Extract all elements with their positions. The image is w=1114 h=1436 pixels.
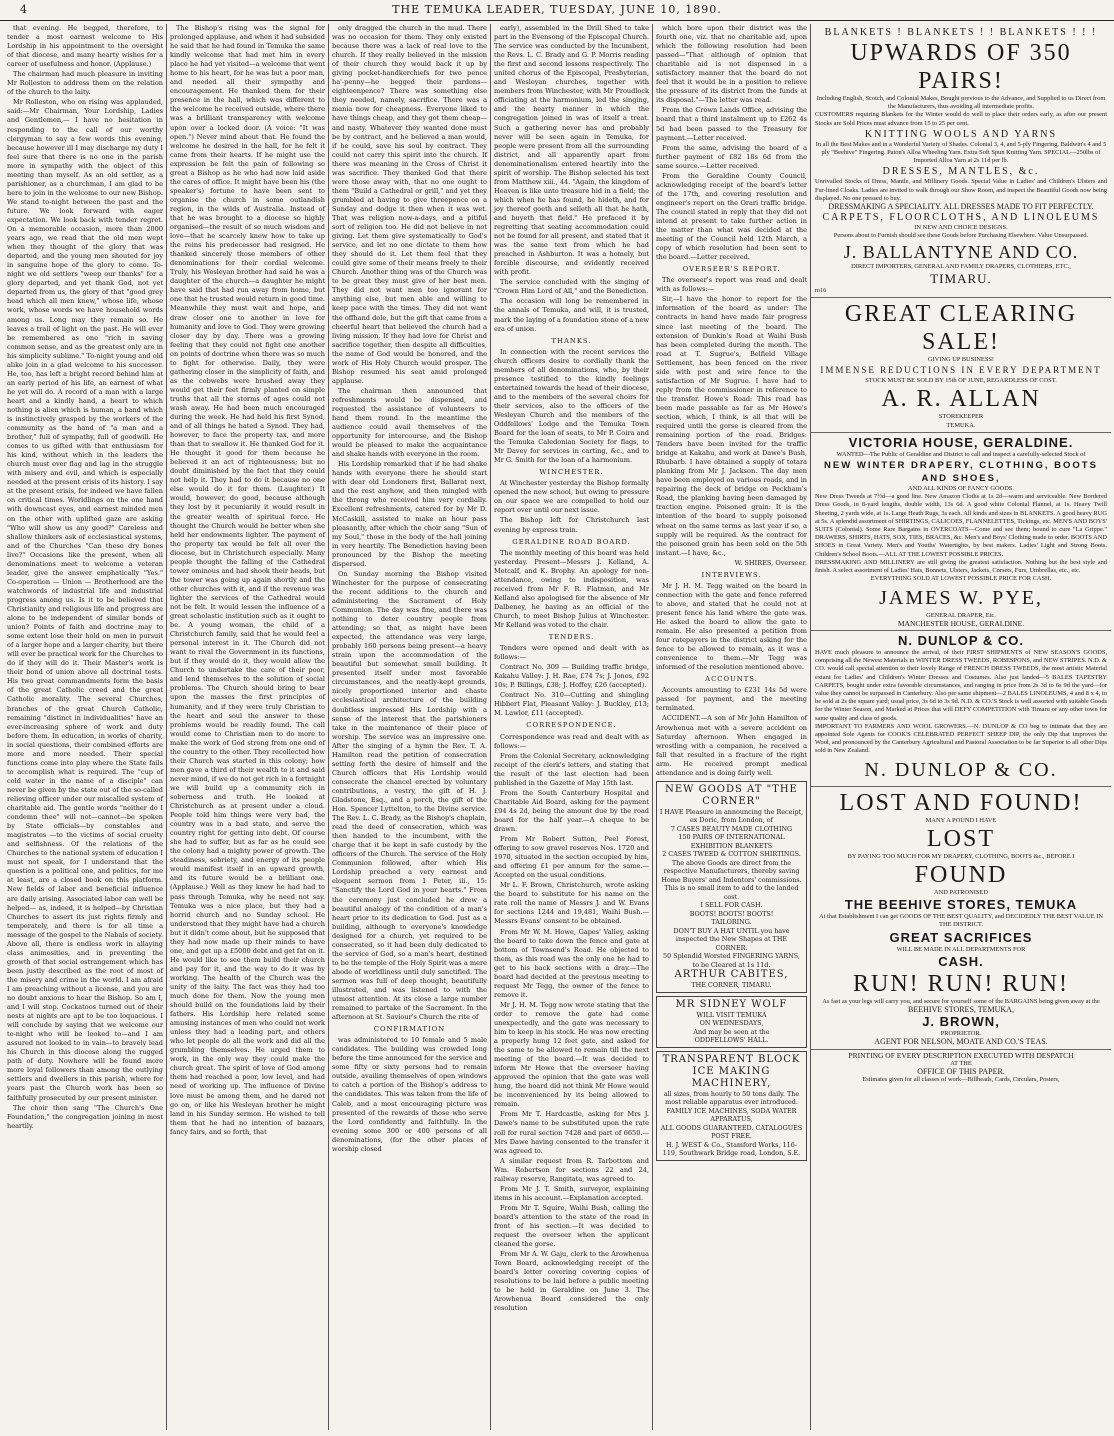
- article-paragraph: The service concluded with the singing of "Crown Him Lord of All," and the Benediction.: [494, 278, 649, 296]
- ad-line: 7 CASES BEAUTY MADE CLOTHING: [670, 824, 793, 833]
- ad-text: EVERYTHING SOLD AT LOWEST POSSIBLE PRICE FOR CASH.: [870, 575, 1052, 583]
- ad-text: OFFICE OF THIS PAPER.: [917, 1066, 1005, 1076]
- ad-text: BY PAYING TOO MUCH FOR MY DRAPERY, CLOTHING, BOOTS &c., BEFORE I: [847, 852, 1075, 860]
- ad-text: AT THE: [950, 1059, 972, 1067]
- ad-line: I HAVE Pleasure in announcing the Receipt, ex Doric, from London, of: [659, 807, 804, 825]
- ad-headline: LOST: [927, 825, 995, 852]
- column-3: [328, 24, 490, 1430]
- ad-firm-name: JAMES W. PYE,: [879, 586, 1043, 609]
- article-paragraph: From Mr A. W. Gaju, clerk to the Arowhenua Town Board, acknowledging receipt of the board's letter covering covering copies of resolutions to be laid before a public meeting to be held in Geraldine on June 3. The Arowhenua Board considered the only resolution: [494, 1250, 649, 1313]
- column-5: [652, 24, 810, 1430]
- ad-text: STOCK MUST BE SOLD BY 15th OF JUNE, REGARDLESS OF COST.: [865, 377, 1057, 385]
- article-paragraph: His Lordship remarked that if he had shake hands with everyone there he should start with dear old Londoners first, Ballarat next, and the rest anyhow, and then mingled with the throng who received him very cordially. Excellent refreshments, catered for by Mr D. McCaskill, assisted to make an hour pass pleasantly, after which the choir sang "Sun of my Soul," those in the body of the hall joining in very heartily. The Benediction having been pronounced by the Bishop the meeting dispersed.: [332, 460, 487, 568]
- section-heading: INTERVIEWS.: [701, 570, 762, 579]
- ad-text: IMPORTANT TO FARMERS AND WOOL GROWERS.—N. DUNLOP & CO beg to intimate that they are appointed Sole Agents for COOK'S CELEBRATED PERFECT SHEEP DIP, the only Dip that improves the Wool, and pronounced by the Canterbury Agricultural and Pastoral Association to be far Superior to all other Dips sold in New Zealand.: [815, 722, 1107, 755]
- section-heading: THANKS.: [551, 336, 592, 345]
- article-paragraph: Mr Rolleston, who on rising was applauded, said:—Mr Chairman, Your Lordship, Ladies and Gentlemen,— I have no hesitation in responding to the call of our worthy clergyman to say a few words this evening, because however ill I may discharge my duty I feel sure that there is no one in the parish more in sympathy with the object of this meeting than myself. As an old settler, as a parishioner, as a churchman, I am glad to be here to join in the welcome to our new Bishop. We stand to-night between the past and the future. We look forward with eager expectation. We look back with tender regret. On a memorable occasion, more than 2000 years ago, we read that the old men wept when they thought of the glory that was departed, and the young men shouted for joy in sanguine hope of the glory to come. To-night we old settlers "weep our thanks" for a glory departed, and yet thank God, not yet departed from us, the glory of that "good grey head which all men knew," whose life, whose work, whose words we have household words among us. Long may they remain so. He leaves a trail of light on the past. He will ever be remembered as one "rich in saving common sense, and as the greatest only are in his simplicity sublime." To-night young and old alike join in a glad welcome to his successor. He, too, has left a bright record behind him at an early period of his life, an earnest of what he yet will do. A record of a man with a large heart and a kindly hand, a heart to which nothing is alien which is human, a hand which is instinctively grasped by the workers of the community as the hand of "a man and a brother," full of sympathy, full of goodwill. He comes to us gifted with that enthusiasm for his kind, without which in the leaders the church must ever flag and lag in the struggle with misery and evil, and which is especially needed at the present crisis of its history. I say at the present crisis, for indeed we have fallen on critical times. Worldlings on the one hand with downcast eyes, and earnest minded men on the other with uplifted gaze are asking "Who will show us any good?" Careless and shallow thinkers ask of ecclesiastical systems, and of the Churches "Can these dry bones live?" Occasions like the present, when all denominations meet to welcome a veteran leader, give the answer emphatically "Yes." Co-operation — Union — Brotherhood are the watchwords of industrial life and industrial progress among us. Is it to be believed that Christianity and religious life and progress are alone to be independent of similar bonds of union? Points of faith and doctrine may to some extent lose their hold on men in pursuit of a larger hope and a larger charity, but there will ever be practical work for the Churches to do if they will do it. Their Master's work is their bond of union above all doctrinal tests. His two great commandments form the basis of the great Catholic creed and the great Catholic morality. The several Churches, branches of the great Church Catholic, remaining "distinct in individualities" have an ever-increasing sphere of work and duty before them. In education, in works of charity, in social questions, their combined efforts are more and more needed. Their special functions come into play where the State fails to accomplish what is required. The "cup of cold water in the name of a disciple" can never be given by the state out of the so-called relieving officer under our miscalled system of charitable aid. The gentle words "neither do I condemn thee" will not—cannot—be spoken by State officials—by constables and magistrates —to the victims of social cruelty and selfishness. Of the relations of the Churches to the national system of education I must not speak, for I understand that the question is a political one, and politics, for me at least, are a closed book on this platform. New fields of labor and beneficial influence are daily arising. Associated labor can well be helped— as, indeed, it is helped—by Christian Churches to assert its just rights firmly and temperately, and there is for all time a message of the gospel to the Nabals of society. Above all, there is endless work in allaying class animosities, and in preventing the growth of that social estrangement which has been justly described as the root of most of the misery and crime in the world. I am afraid I am preaching without a license, and you are no doubt anxious to hear the Bishop. So am I, and I will stop. Cockatoos turned out of their nests at nights are apt to be too loquacious. I will conclude by saying that we welcome our to-night who will be looked to—and I am assured not looked to in vain—to bravely lead his Church in this diocese along the rugged path of duty. Nowhere will be found more more loyal followers than among the outlying settlers and dwellers in this parish, where for years past the Church work has been so faithfully prosecuted by our present minister.: [7, 98, 163, 1102]
- article-paragraph: Accounts amounting to £231 14s 5d were passed for payment, and the meeting terminated.: [656, 686, 807, 713]
- ad-text: MANCHESTER HOUSE, GERALDINE.: [897, 618, 1025, 628]
- ad-line: TAILORING.: [711, 918, 752, 927]
- ad-text: New Dress Tweeds at 7½d—a good line. New Amazon Cloths at 1s 2d—warm and serviceable. New Bordered Dress Goods, in 8-yard lengths, double width, 13s 6d. A good white Colonial Flannel, at 1s. Heavy Twill Sheeting, 2 yards wide, at 1s. Large Heath Rugs, 3s each. All kinds and sizes in BLANKETS. A good heavy RUG at 5s. A splendid assortment of SHIRTINGS, CALICOES, FLANNELETTES, Tickings, etc. MEN'S AND BOYS' SUITS (Colonial). Some Rare Bargains in OVERCOATS—Come and see them; bound to cure "La Grippe." DRAWERS, SHIRTS, HATS, SOX, TIES, BRACES, &c. Men's and Boys' Clothing made to order. BOOTS AND SHOES in Great Variety. Men's and Youths' Watertights, by best makers. Ladies' Light and Strong Boots. Children's School Boots.—ALL AT THE LOWEST POSSIBLE PRICES.: [815, 493, 1107, 558]
- article-paragraph: The chairman then announced that refreshments would be dispensed, and requested the assistance of volunteers to hand them round. In the meantime the audience could avail themselves of the opportunity for intercourse, and the Bishop would be pleased to make the acquaintance and shake hands with everyone in the room.: [332, 386, 487, 459]
- corner-ad: [656, 781, 807, 993]
- ad-text: BEEHIVE STORES, TEMUKA,: [908, 1004, 1014, 1014]
- article-paragraph: The overseer's report was read and dealt with as follows:—: [656, 276, 807, 294]
- ad-firm-name: N. DUNLOP & CO.: [864, 758, 1058, 781]
- ad-headline: FOUND: [914, 861, 1008, 888]
- printing-ad: [811, 1050, 1111, 1087]
- article-paragraph: ACCIDENT.—A son of Mr John Hamilton of Arowhenua met with a severe accident on Saturday afternoon. When engaged in wrestling with a companion, he received a fall that resulted in a fracture of the right arm. He received prompt medical attendance and is doing fairly well.: [656, 714, 807, 777]
- ad-headline: LOST AND FOUND!: [839, 789, 1083, 816]
- beehive-ad: [811, 787, 1111, 1050]
- article-paragraph: that evening. He begged, therefore, to tender a most earnest welcome to His Lordship in his appointment to the oversight of that diocese, and many hearty wishes for a career of usefulness and honor. (Applause.): [7, 24, 163, 69]
- section-heading: CORRESPONDENCE.: [526, 721, 617, 730]
- masthead: [0, 0, 1114, 21]
- ad-text: AND ALL KINDS OF FANCY GOODS.: [908, 485, 1014, 493]
- ad-line: ON WEDNESDAYS,: [699, 1019, 764, 1028]
- ad-text: Including English, Scotch, and Colonial Makes, Bought previous to the Advance, and Supplied to us Direct from the Manufacturers, thus avoiding all intermediate profits.: [816, 95, 1106, 111]
- article-paragraph: Mr J. H. M. Tegg now wrote stating that the order to remove the gate had come unexpectedly, and the gate was necessary to him to keep in his stock. He was now erecting a properly hung 12 feet gate, and asked for the same to be allowed to remain till the next meeting of the board.—It was decided to inform Mr Howe that the overseer having approved the opinion that the gate was well hung, the board did not think Mr Howe would be inconvenienced by its being allowed to remain.: [494, 1000, 649, 1109]
- article-paragraph: At Winchester yesterday the Bishop formally opened the new school, but owing to pressure on our space we are compelled to hold our report over until our next issue.: [494, 479, 649, 515]
- ad-text: DRESSMAKING A SPECIALITY. ALL DRESSES MADE TO FIT PERFECTLY.: [828, 202, 1094, 212]
- ad-line: all sizes, from hourly to 50 tons daily. The most reliable apparatus ever introduced.: [663, 1089, 800, 1107]
- article-paragraph: From Mr W. M. Howe, Gapes' Valley, asking the board to take down the fence and gate at bottom of Townsend's Road. He objected to them, as this road was the only one he had to get to his back sections with a dray.—The board had decided at the previous meeting to request Mr Tegg, the owner of the fence to remove it.: [494, 927, 649, 999]
- dunlop-ad: [811, 631, 1111, 787]
- ad-town: TIMARU.: [930, 270, 992, 286]
- article-paragraph: In connection with the recent services the church officers desire to cordially thank the members of all denominations, who, by their presence testified to the kindly feelings entertained towards the head of their diocese, and to the members of the several choirs for their services, also to the officers of the Wesleyan Church and the members of the Oddfellows' Lodge and the Temuka Town Board for the loan of seats, to Mr P. Coira and the Temuka Caledonian Society for flags, to Mr Davey for services in carting, &c., and to Mr G. Smith for the loan of a harmonium.: [494, 347, 649, 465]
- ad-line: 2 CASES TWEED & COTTON SHIRTINGS.: [662, 850, 801, 859]
- article-paragraph: From the Crown Lands Office, advising the board that a third instalment up to £262 4s 5d had been passed to the Treasury for payment.—Letter received.: [656, 106, 807, 142]
- ad-firm-name: A. R. ALLAN: [881, 386, 1041, 413]
- article-paragraph: Sir,—I have the honor to report for the information of the board as under: The contracts in hand have made fair progress since last meeting of the board. The extension of Dunkin's Road at Waihi Bush has been completed during the month. The road at T. Sugrue's, Belfield Village Settlement, has been fenced on the river side with post and wire fence to the satisfaction of Mr Sugrue. I have had to reply from the commissioner in reference to the transfer. Howe's Road: This road has been made passable as far as Mr Howe's section, which, I think, is all that will be required until the gorse is cleared from the remaining portion of the road. Bridges: Tenders have been invited for the traffic bridge at Kakahu, and work at Dawe's Bush, Rhubarb. I have obtained a supply of totara planking from Mr J. Jackson. The day men have been employed on various roads, and in repairing the deck of bridge on Peckham's Road, the planking having been damaged by traction engine. Poisoned grain: It is the intention of the board to supply poisoned wheat on the same terms as last year if so, a supply will be required. As the contract for the poisoned grain has been sold on the 5th instant.—I have, &c.,: [656, 295, 807, 557]
- article-paragraph: which bore upon their district was the fourth one, viz. that no charitable aid, upon which the following resolution had been passed—"That although of opinion that charitable aid is not dispensed in a satisfactory manner that the board do not feel that it would be in a position to relieve the pressure of its district from the funds at its disposal."—The letter was read.: [656, 24, 807, 105]
- article-paragraph: From Mr Robert Sutton, Peel Forest, offering to sow gravel reserves Nos. 1720 and 1970, situated in the section occupied by him, and offering £1 per annum for the same.—Accepted on the usual conditions.: [494, 835, 649, 880]
- ad-text: Persons about to Furnish should see these Goods before Purchasing Elsewhere. Value Unsurpassed.: [833, 232, 1089, 240]
- ad-line: The above Goods are direct from the respective Manufacturers, thereby saving Home Buyers' and Indentors' commissions. This is no small item to add to the landed cost.: [661, 858, 802, 901]
- ad-subheading: NEW WINTER DRAPERY, CLOTHING, BOOTS AND SHOES,: [824, 460, 1098, 485]
- ad-text: GENERAL DRAPER, Etc.: [926, 611, 996, 619]
- section-heading: TENDERS.: [548, 633, 595, 642]
- ad-headline: GREAT CLEARING SALE!: [844, 301, 1078, 356]
- ad-subheading: DRESSES, MANTLES, &c.: [882, 166, 1040, 178]
- article-paragraph: The monthly meeting of this board was held yesterday. Present—Messrs J. Kelland, A. Metcalf, and K. Brophy. An apology for non-attendance, owing to indisposition, was received from Mr F. R. Flatman, and Mr Kelland also apologised for the absence of Mr Dalbeney, he having as an official of the Church, to meet Bishop Julius at Winchester. Mr Kelland was voted to the chair.: [494, 548, 649, 629]
- section-heading: WINCHESTER.: [539, 468, 604, 477]
- ad-text: At that Establishment I can get GOODS OF THE BEST QUALITY, and DECIDEDLY THE BEST VALUE IN THE DISTRICT.: [819, 913, 1103, 929]
- ad-town: TEMUKA.: [946, 421, 976, 429]
- ad-text: STOREKEEPER: [938, 413, 984, 421]
- article-paragraph: From the Geraldine County Council, acknowledging receipt of the board's letter of the 17th, and covering resolution and engineer's report on the Orari traffic bridge. The council stated in reply that they did not intend at present to take further action in the matter than what was decided at the meeting of the Council held 12th March, a copy of which resolution had been sent to the board.—Letter received.: [656, 171, 807, 262]
- ad-text: HAVE much pleasure to announce the arrival, of their FIRST SHIPMENTS of NEW SEASON'S GOODS, comprising all the Newest Materials in WINTER DRESS TWEEDS, ROBESPONS, and NEW STRIPES. N.D. & CO. would call special attention to their lovely Range of FRENCH DRESS TWEEDS, the most artistic Material extant for Ladies' and Children's Winter Dresses and Costumes. Also just landed—5 BALES TAPESTRY CARPETS, bought under extra favorable circumstances, and ranging in price from 2s 3d to 6s 9d the yard—for value they cannot be surpassed in Canterbury. Also per same shipment—2 BALES LINOLEUMS, 4 and 8 x 4, to be sold at 2s the square yard; usual price, 3s 6d to 3s 9d. N.D. & CO.'S Stock is well assorted with suitable Goods for the Winter Season, and Marked at Prices that will DEFY COMPETITION with Timaru or any other town for same quality and class of goods.: [815, 648, 1107, 722]
- article-paragraph: only dragged the church in the mud. There was no occasion for them. They only existed because there was a lack of real love to the church. If they really believed in the mission of their church they would back it up by giving pocket-handkerchiefs for two pence ha'-penny—he begged their pardons—eighteenpence? There was something else they needed, namely, sacrifice. There was a mania now for cheapness. Everyone liked to have things cheap, and they got them cheap—and nasty. Whatever they wanted done must be by contract, and he believed a man would, if he could, save his soul by contract. They could not carry this spirit into the church. If there was meaning in the Cross of Christ it was sacrifice. They thanked God that there were those away with, that no one ought to them "Build a Cathedral or grill," and yet they grumbled at having to give threepence on a Sunday and dodge it then when it was wet. That was religion now-a-days, and a pitiful sort of religion too. He did not believe in not giving. Let them give systematically to God's service, and let no one dictate to them how they should do it. Let them feel that they could give some of their means freely to their Church. Another thing was of the Church was to be great they must give of her best men. They did not want men too ignorant for anything else, but men able and willing to keep pace with the times. They did not want the offhand dole, but the gift that came from a cheerful heart that believed the church had a living mission. If they had love for Christ and sacrifice together, then despite all difficulties, the name of God would be honored, and the work of His Holy Church would prosper. The Bishop resumed his seat amid prolonged applause.: [332, 24, 487, 385]
- ad-text: GIVING UP BUSINESS!: [927, 356, 995, 364]
- ad-subheading: KNITTING WOOLS AND YARNS: [864, 128, 1058, 140]
- ad-line: FAMILY ICE MACHINES, SODA WATER APPARATUS,: [666, 1106, 797, 1124]
- victoria-house-ad: [811, 433, 1111, 631]
- newspaper-columns: [4, 24, 1110, 1430]
- ad-signature: THE CORNER, TIMARU.: [691, 981, 772, 990]
- ballantyne-ad: [811, 24, 1111, 298]
- ad-line: WILL VISIT TEMUKA: [696, 1010, 767, 1019]
- ad-line: And may be seen at the: [693, 1027, 770, 1036]
- ad-headline: RUN! RUN! RUN!: [853, 970, 1069, 997]
- ad-text: WANTED—The Public of Geraldine and District to call and inspect a carefully-selected Stock of: [836, 450, 1086, 458]
- ad-text: MANY A POUND I HAVE: [925, 816, 997, 824]
- ad-line: 50 Splendid Worsted FINGERING YARNS, to be Cleared at 1s 11d.: [663, 952, 800, 969]
- article-paragraph: The Bishop's rising was the signal for prolonged applause, and when it had subsided he said that he had found in Temuka the same kindly welcome that had met him in every place he had yet visited—a welcome that went home to his heart, for he was but a poor man, and needed all their sympathy and encouragement. He thanked them for their presence in the hall, which was different to the welcome he received outside, where there was a brilliant transparency with welcome upon over a locked door. (A voice: "It was open.") Never mind about that. He found the welcome he desired in the hall, for he felt it came from their hearts. If he might use the expression he felt the pain of following so great a Bishop as he who had now laid aside the cares of office. It might have been his (the speaker's) fortune to have been sent to organise the church in some outlandish region, in the wilds of Australia. Instead of that he was brought to a diocese so highly organised—the result of so much wisdom and love—that he scarcely knew how to take up the reins his predecessor had resigned. He thanked sincerely those members of other denominations for their cordial welcome. Truly, his Wesleyan brother had said he was a daughter of the church—a daughter he might have said that had run away from home, but one that he trusted would return in good time. Meanwhile they must wait and hope, and draw closer one to another in love for humanity and love to God. They were growing closer day by day. There was a growing feeling that they could not fight one another on points of doctrine when there was so much to fight for otherwise. Daily, they were gathering closer in the simplicity of faith, and as the cobwebs were brushed away they would get their feet firmly planted on simple truths that all the storms of ages could not wash away. He had been much encouraged during the week. He had held his first Synod, and of all things he hated a Synod. They had, however, to face the property tax, and more than that to swallow it. He thanked God for it. He thought it good for them because he believed it an act of righteousness; but no doubt diminished by the fact that they could not help it. They had to do it because no one else would do it for them. (Laughter.) It would, however, do good, because although they lost by it pecuniarily it would result in the greater wealth of spiritual force. He thought the Church would be better when she held her endowments lighter. The payment of the property tax would be felt all over the diocese, but in Christchurch especially. Many people thought the falling of the Cathedral tower ominous and had shook their heads, but the tower was going up again shortly and the other churches with it, and if the revenue was lighter the services of the Cathedral would not be felt. It would lessen the influence of a great scholastic institution such as it ought to be. A young woman, the child of a Christchurch family, said that he would feel a personal interest in it. The Church did not want to rival the Government in its functions, but if they would do it, they would allow the Church to undertake the care of their poor, and lend themselves to the solution of social problems. The Church should bring to bear upon the masses the first principles of humanity, and if they were truly Christian to the heart and soul the answer to these problems would be readily found. The call would come to Christian men to do more to make the work of God strong from one end of the country to the other. They recollected how their Church was started in this colony; how men gave a third of their wealth to it and said never mind, if we do not get rich in a fortnight we will build up a community rich in soberness and truth. He looked at Christchurch as at present under a cloud. People told him things were very bad, the country was in a bad state, and serve the country right for getting into debt. Of course she had to suffer, but as far as he could see the colony had a mighty power of growth. The steadiness, sobriety, and energy of its people would manifest itself in an upward growth, and its future would be a brilliant one. (Applause.) Well as they knew he had had to pass through Temuka, why he need not say. Temuka was a nice place, but they had a horrid church and no Sunday school. He understood that they might have had a church but it didn't come about, but he supposed that they had now made up their minds to have one, and get up a £5000 debt and get fat on it. He would like to see them build their church and pay for it, and the way to do it was by working. The health of the Church was the unity of the laity. The fact was they had too much done for them. Now the young men should build on the foundations laid by their fathers. His Lordship here related some amusing instances of men who could not work unless they had a leading part, and others who let people do all the work and did all the grumbling themselves. He urged them to work, in the only way they could make the church great. The spirit of love of God among them had reached a poor, low level, and had need of working up. The influence of Divine love must be among them, and he dared not go on, or like his Wesleyan brother he might land in his Sunday sermon. He wished to tell them that he had no intention of bazaars, fancy fairs, and so forth, that: [170, 24, 325, 1136]
- article-paragraph: On Sunday morning the Bishop visited Winchester for the purpose of consecrating the recent additions to the church and administering the Sacrament of Holy Communion. The day was fine, and there was nothing to deter country people from attending; so that, as might have been expected, the attendance was very large, probably 160 persons being present—a heavy strain upon the accommodation of the beautiful but somewhat small building. It presented itself under most favorable circumstances, and the neatly-kept grounds, nicely proportioned interior and chaste ecclesiastical architecture of the building doubtless impressed His Lordship with a sense of the interest that the parishioners take in the maintenance of their place of worship. The service was an impressive one. After the singing of a hymn the Rev. T. A. Hamilton read the petition of consecration setting forth the desire of himself and the Church officers that His Lordship would consecrate the chancel erected by voluntary contributions, a vestry, the gift of H. J. Gladstone, Esq., and a porch, the gift of the Hon. Spencer Lyttelton, to the Divine service. The Rev. L. C. Brady, as the Bishop's chaplain, read the deed of consecration, which was then handed to the incumbent, with the charge that it be kept in safe custody by the officers of the Church. The service of the Holy Communion followed, after which His Lordship preached a very earnest and eloquent sermon from 1 Peter, iii., 15: "Sanctify the Lord God in your hearts." From the ceremony just concluded he drew a beautiful analogy of the condition of a man's heart prior to its dedication to God. Just as a building, although to everyone's knowledge designed for a church, yet required to be consecrated, so it had been duly dedicated to the service of God, so a man's heart, destined to be the temple of the Holy Spirit was a mere abode of worldliness until duly sanctified. The sermon was full of deep thought, beautifully illustrated, and was listened to with the utmost attention. At its close a large number remained to partake of the Sacrament. In the afternoon at St. Saviour's Church the rite of: [332, 569, 487, 1022]
- ad-line: ALL GOODS GUARANTEED. CATALOGUES POST FREE.: [660, 1123, 803, 1141]
- section-heading: OVERSEER'S REPORT.: [682, 265, 781, 274]
- article-paragraph: was administered to 10 female and 5 male candidates. The building was crowded long before the time announced for the service and some fifty or sixty persons had to remain outside, availing themselves of open windows to catch a portion of the Bishop's address to the candidates. This was taken from the life of Caleb, and a most encouraging picture was presented of the rewards of those who serve the Lord confidently and faithfully. In the evening some 300 or 400 persons of all denominations, (for the other places of worship closed: [332, 1036, 487, 1153]
- ad-text: AGENT FOR NELSON, MOATE AND CO.'S TEAS.: [874, 1037, 1048, 1047]
- column-2: [166, 24, 328, 1430]
- ad-headline: VICTORIA HOUSE, GERALDINE.: [848, 434, 1074, 450]
- ad-headline: GREAT SACRIFICES: [889, 929, 1033, 945]
- column-1: [4, 24, 166, 1430]
- article-paragraph: Contract No. 310—Cutting and shingling Hibbert Flat, Pleasant Valley: J. Buckley, £13; M. Lawlor, £11 (accepted).: [494, 691, 649, 718]
- article-paragraph: From Mr T. Squire, Waihi Bush, calling the board's attention to the state of the road in front of his section.—It was decided to request the overseer when the applicant cleaned the gorse.: [494, 1203, 649, 1249]
- ad-subheading: IMMENSE REDUCTIONS IN EVERY DEPARTMENT: [820, 365, 1102, 376]
- allan-ad: [811, 298, 1111, 433]
- ad-text: CUSTOMERS requiring Blankets for the Winter would do well to place their orders early, as after our present Stocks are Sold Prices must advance from 15 to 25 per cent.: [815, 111, 1107, 127]
- ad-title: NEW GOODS AT "THE CORNER": [665, 783, 798, 807]
- article-paragraph: Mr J. H. M. Tegg waited on the board in connection with the gate and fence referred to above, and stated that he could not at present fence his land where the gate was. He asked the board to allow the gate to remain. He also presented a petition from four ratepayers in the district asking for the fence to be allowed to remain, as it was a convenience to them.—Mr Tegg was informed of the resolution mentioned above.: [656, 581, 807, 672]
- ad-text: IN NEW AND CHOICE DESIGNS.: [914, 224, 1008, 232]
- ad-line: 150 PAIRS OF INTERNATIONAL EXHIBITION BLANKETS: [678, 833, 785, 850]
- section-heading: GERALDINE ROAD BOARD.: [512, 537, 631, 546]
- ad-text: PRINTING OF EVERY DESCRIPTION EXECUTED WITH DESPATCH: [848, 1050, 1074, 1060]
- article-paragraph: early), assembled in the Drill Shed to take part in the Evensong of the Episcopal Church. The service was conducted by the Incumbent, the Revs. L. C. Brady and G. P. Morris reading the first and second lessons respectively. The united chorus of the Episcopal, Presbyterian, and Wesleyan churches, together with members from Winchester, with Mr Proudlock officiating at the harmonium, led the singing, and the hearty manner in which the congregation joined in was of itself a treat. Such a gathering never has and probably never will be seen again in Temuka, for people were present from all the surrounding district, and all apparently apart from denominationalism entered heartily into the spirit of worship. The Bishop selected his text from Matthew xiii., 44. "Again, the kingdom of Heaven is like unto treasure hid in a field; the which when he has found, he hideth, and for joy thereof goeth and selleth all that he hath, and buyeth that field." He prefaced it by regretting that seating accommodation could not be found for all present, and stated that it was the same text from which he had preached in Ashburton. It was a homely, but forcible discourse, and evidently received with profit.: [494, 24, 649, 277]
- ad-text: DIRECT IMPORTERS, GENERAL AND FAMILY DRAPERS, CLOTHIERS, ETC.,: [851, 262, 1071, 270]
- article-paragraph: From Mr J. T. Smith, surveyor, explaining items in his account.—Explanation accepted.: [494, 1184, 649, 1202]
- article-paragraph: Mr L. F. Brown, Christchurch, wrote asking the board to substitute for his name on the rate roll the name of Messrs J. and W. Evans for sections 1244 and 19,481, Waihi Bush.—Messrs Evans' consent to be obtained.: [494, 881, 649, 926]
- section-heading: ACCOUNTS.: [705, 675, 758, 684]
- page-number: 4: [20, 3, 28, 16]
- ad-line: H. J. WEST & Co., Stamford Works, 116-119, Southwark Bridge road, London, S.E.: [662, 1140, 801, 1158]
- paper-title: THE TEMUKA LEADER, TUESDAY, JUNE 10, 1890.: [392, 3, 722, 16]
- ad-header: BLANKETS ! BLANKETS ! ! BLANKETS ! ! !: [824, 27, 1098, 38]
- ad-subheading: CARPETS, FLOORCLOTHS, AND LINOLEUMS: [822, 212, 1100, 224]
- ad-headline: CASH.: [938, 953, 984, 969]
- column-4: [490, 24, 652, 1430]
- article-paragraph: From Mr T. Hardcastle, asking for Mrs J. Dawe's name to be substituted upon the rate roll for rural section 7428 and part of 6650.—Mrs Dawe having consented to the transfer it was agreed to.: [494, 1110, 649, 1155]
- ad-line: BOOTS! BOOTS! BOOTS!: [689, 909, 774, 918]
- signature: W. SHIRES, Overseer.: [734, 558, 807, 567]
- ad-text: Unrivalled Stocks of Dress, Mantle, and Millinery Goods. Special Value in Ladies' and Children's Ulsters and Fur-lined Cloaks. Ladies are invited to walk through our Show Room, and inspect the Beautiful Goods now being displayed. No one pressed to buy.: [815, 178, 1107, 202]
- ad-text: As fast as your legs will carry you, and secure for yourself some of the BARGAINS being given away at the: [822, 997, 1100, 1005]
- article-paragraph: The chairman had much pleasure in inviting Mr Rolleston to address them on the relation of the church to the laity.: [7, 70, 163, 97]
- ad-text: DRESSMAKING AND MILLINERY are still giving the greatest satisfaction. Nothing but the best style and finish. A select assortment of Ladies' Hats, Bonnets, Ulsters, Jackets, Corsets, Furs, Umbrellas, etc., etc.: [815, 558, 1107, 575]
- ad-line: ODDFELLOWS' HALL.: [694, 1036, 769, 1045]
- ad-headline: UPWARDS OF 350 PAIRS!: [850, 40, 1072, 94]
- section-heading: CONFIRMATION: [373, 1025, 446, 1034]
- ad-text: AND PATRONISED: [934, 888, 988, 896]
- ad-title: TRANSPARENT BLOCK ICE MAKING MACHINERY,: [662, 1053, 801, 1089]
- ad-signature: ARTHUR CABITES,: [674, 969, 789, 981]
- ad-text: In all the Best Makes and in a Wonderful Variety of Shades. Colonial 3, 4, and 5-ply Fingering. Baldwin's 4 and 5 ply "Beehive" Fingering. Paton's Alloa Wheeling Yarn. Extra Soft Spun Knitting Yarn. SPECIAL—250lbs of Imported Alloa Yarn at 2s 11d per lb.: [815, 140, 1107, 165]
- ice-machine-ad: [656, 1051, 807, 1161]
- article-paragraph: The occasion will long be remembered in the annals of Temuka, and will, it is trusted, mark the laying of a foundation stone of a new era of union.: [494, 297, 649, 333]
- article-paragraph: The Bishop left for Christchurch last evening by express train.: [494, 516, 649, 534]
- article-paragraph: From the Colonial Secretary, acknowledging receipt of the clerk's letters, and stating that the result of the last election had been published in the Gazette of May 15th last.: [494, 751, 649, 787]
- article-paragraph: Correspondence was read and dealt with as follows:—: [494, 732, 649, 750]
- ad-firm-name: J. BALLANTYNE AND CO.: [843, 241, 1079, 262]
- article-paragraph: Contract No. 309 — Building traffic bridge, Kakahu Valley: J. H. Rae, £74 7s; J. Jones, £92 10s; P. Billings, £38; J. Hoffey, £26 (accepted).: [494, 663, 649, 690]
- article-paragraph: The choir then sang "The Church's One Foundation," the congregation joining in most heartily.: [7, 1103, 163, 1130]
- article-paragraph: From the South Canterbury Hospital and Charitable Aid Board, asking for the payment £94 4s 2d, being the amount due by the road board for the half year.—A cheque to be drawn.: [494, 788, 649, 833]
- ad-firm-name: J. BROWN,: [922, 1014, 1000, 1030]
- ad-title: MR SIDNEY WOLF: [675, 998, 788, 1010]
- ad-line: DON'T BUY A HAT UNTIL you have inspected the New Shapes at THE CORNER.: [673, 926, 790, 952]
- ad-headline: N. DUNLOP & CO.: [898, 632, 1024, 648]
- article-paragraph: A similar request from R. Tarbottom and Wm. Robertson for sections 22 and 24, railway reserve, Rangitata, was agreed to.: [494, 1156, 649, 1183]
- article-paragraph: Tenders were opened and dealt with as follows:—: [494, 644, 649, 662]
- ad-text: Estimates given for all classes of work—Billheads, Cards, Circulars, Posters,: [862, 1076, 1060, 1084]
- article-paragraph: From the same, advising the board of a further payment of £82 18s 6d from the same source.—Letter received.: [656, 143, 807, 170]
- ad-firm-name: THE BEEHIVE STORES, TEMUKA: [844, 897, 1078, 913]
- ad-text: PROPRIETOR.: [940, 1030, 982, 1038]
- ad-text: WILL BE MADE IN ALL DEPARTMENTS FOR: [896, 945, 1026, 953]
- wolf-ad: [656, 996, 807, 1048]
- ad-code: m16: [815, 286, 827, 294]
- advertisement-column: [810, 24, 1111, 1430]
- ad-line: I SELL FOR CASH.: [700, 901, 763, 910]
